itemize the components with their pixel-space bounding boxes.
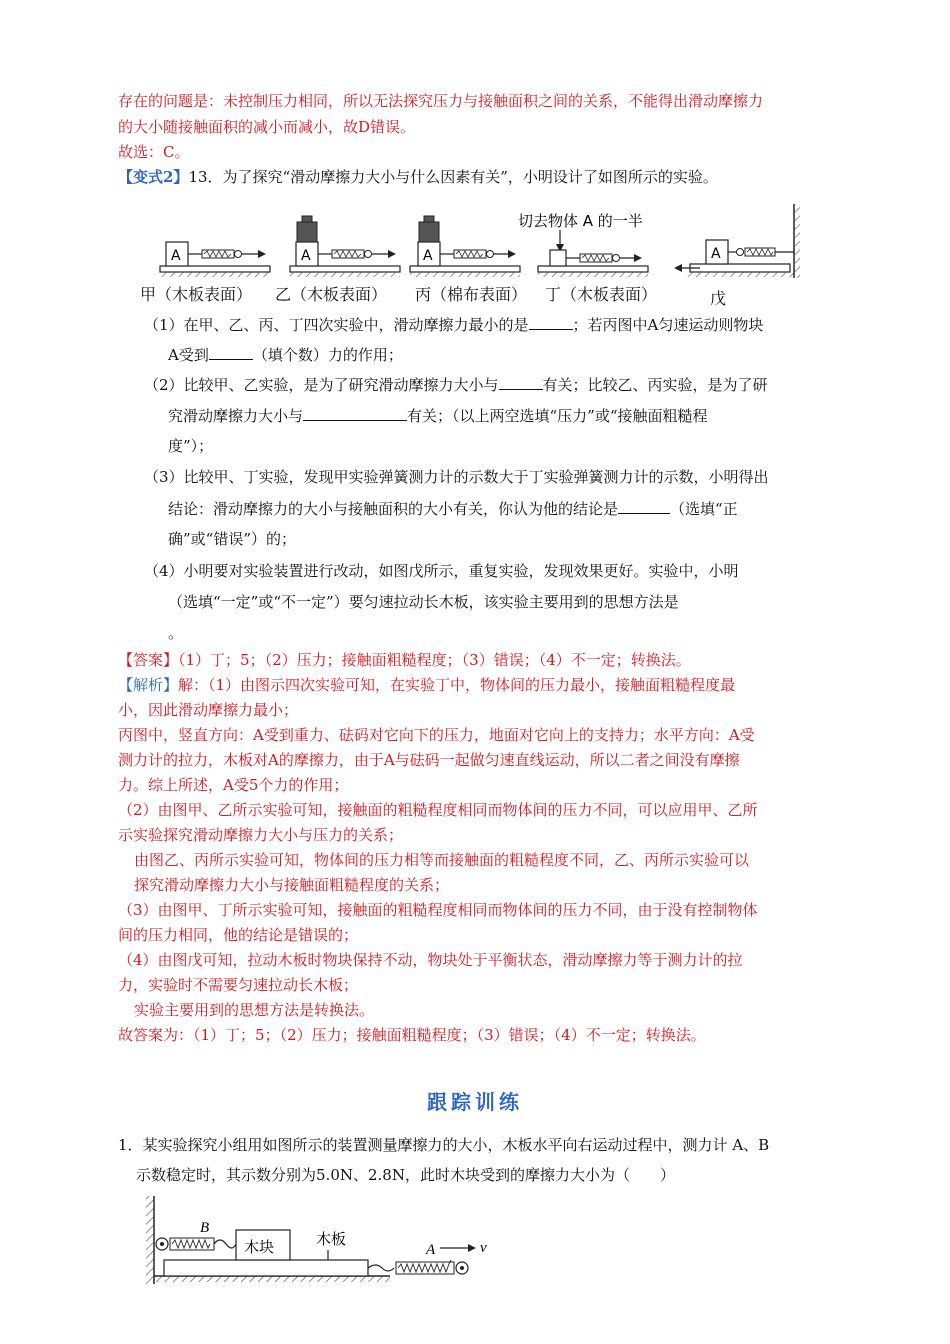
question-13 [118, 166, 718, 188]
analysis-line: 测力计的拉力，木板对A的摩擦力，由于A与砝码一起做匀速直线运动，所以二者之间没有摩擦 [118, 751, 740, 769]
caption-bing: 丙（棉布表面） [415, 285, 528, 304]
label-block: 木块 [244, 1238, 275, 1256]
analysis-line: （3）由图甲、丁所示实验可知，接触面的粗糙程度相同而物体间的压力不同，由于没有控制物体 [118, 901, 758, 919]
subquestion-2-cont: 究滑动摩擦力大小与 有关；（以上两空选填“压力”或“接触面粗糙程 [168, 404, 708, 427]
text-line: 故选：C。 [118, 143, 190, 161]
answer-blank[interactable] [209, 343, 253, 360]
setup-ding [518, 212, 648, 277]
answer-blank[interactable] [618, 497, 670, 514]
label-a: A [426, 1242, 436, 1258]
subquestion-3-cont: 确”或“错误”）的； [168, 530, 297, 548]
analysis-line: （2）由图甲、乙所示实验可知，接触面的粗糙程度相同而物体间的压力不同，可以应用甲、乙所 [118, 801, 758, 819]
caption-yi: 乙（木板表面） [275, 285, 388, 304]
answer-tag: 【答案】 [118, 651, 179, 669]
label-board: 木板 [316, 1230, 347, 1248]
subquestion-4-cont: （选填“一定”或“不一定”）要匀速拉动长木板，该实验主要用到的思想方法是 [168, 593, 679, 611]
text-line: 存在的问题是：未控制压力相同，所以无法探究压力与接触面积之间的关系，不能得出滑动摩擦力 [118, 92, 764, 110]
analysis-line: 示实验探究滑动摩擦力大小与压力的关系； [118, 826, 404, 844]
caption-jia: 甲（木板表面） [140, 285, 253, 304]
analysis-line: 力，实验时不需要匀速拉动长木板； [118, 976, 359, 994]
question-text: 13．为了探究“滑动摩擦力大小与什么因素有关”，小明设计了如图所示的实验。 [188, 168, 718, 186]
variant-tag: 【变式2】 [118, 168, 189, 186]
analysis-line: 丙图中，竖直方向：A受到重力、砝码对它向下的压力，地面对它向上的支持力；水平方向：A受 [118, 726, 755, 744]
subquestion-1-cont: A受到 （填个数）力的作用； [168, 343, 403, 366]
block-a-label: A [423, 248, 433, 264]
analysis-line: 力。综上所述，A受5个力的作用； [118, 776, 349, 794]
answer-blank[interactable] [303, 404, 407, 421]
subquestion-4-cont: 。 [168, 624, 184, 642]
setup-jia [160, 242, 270, 277]
analysis-line: 间的压力相同，他的结论是错误的； [118, 926, 359, 944]
subquestion-1: （1）在甲、乙、丙、丁四次实验中，滑动摩擦力最小的是 ；若丙图中A匀速运动则物块 [144, 313, 763, 336]
analysis-line: 【解析】解：（1）由图示四次实验可知，在实验丁中，物体间的压力最小，接触面粗糙程度最 [118, 676, 736, 694]
caption-ding: 丁（木板表面） [545, 285, 658, 304]
block-a-label: A [711, 246, 721, 262]
exercise-figure [140, 1196, 520, 1290]
section-title: 跟踪训练 [427, 1090, 523, 1114]
text-line: 的大小随接触面积的减小而减小，故D错误。 [118, 118, 416, 136]
analysis-line: （4）由图戊可知，拉动木板时物块保持不动，物块处于平衡状态，滑动摩擦力等于测力计的拉 [118, 951, 743, 969]
answer-blank[interactable] [499, 373, 543, 390]
analysis-line: 探究滑动摩擦力大小与接触面粗糙程度的关系； [134, 876, 450, 894]
exercise-1: 1．某实验探究小组用如图所示的装置测量摩擦力的大小，木板水平向右运动过程中，测力计 A、B [118, 1136, 770, 1154]
analysis-line: 实验主要用到的思想方法是转换法。 [134, 1001, 375, 1019]
subquestion-2: （2）比较甲、乙实验，是为了研究滑动摩擦力大小与 有关；比较乙、丙实验，是为了研 [144, 373, 768, 396]
block-a-label: A [171, 248, 181, 264]
answer-blank[interactable] [529, 313, 573, 330]
subquestion-3-cont: 结论：滑动摩擦力的大小与接触面积的大小有关，你认为他的结论是 （选填“正 [168, 497, 738, 520]
analysis-line: 由图乙、丙所示实验可知，物体间的压力相等而接触面的粗糙程度不同，乙、丙所示实验可以 [134, 851, 750, 869]
analysis-line: 小，因此滑动摩擦力最小； [118, 701, 299, 719]
answer-line: 【答案】（1）丁；5；（2）压力；接触面粗糙程度；（3）错误；（4）不一定；转换法。 [118, 651, 691, 669]
setup-bing [410, 216, 520, 277]
caption-wu: 戊 [710, 289, 727, 308]
cut-label: 切去物体 A 的一半 [518, 212, 643, 230]
block-a-label: A [301, 248, 311, 264]
label-v: v [480, 1240, 487, 1256]
label-b: B [200, 1220, 210, 1236]
exercise-1-cont: 示数稳定时，其示数分别为5.0N、2.8N，此时木块受到的摩擦力大小为（ ） [136, 1166, 675, 1184]
setup-wu [674, 204, 800, 278]
analysis-tag: 【解析】 [118, 676, 179, 694]
subquestion-3: （3）比较甲、丁实验，发现甲实验弹簧测力计的示数大于丁实验弹簧测力计的示数，小明得出 [144, 468, 769, 486]
analysis-line: 故答案为：（1）丁；5；（2）压力；接触面粗糙程度；（3）错误；（4）不一定；转换法。 [118, 1026, 706, 1044]
subquestion-4: （4）小明要对实验装置进行改动，如图戊所示，重复实验，发现效果更好。实验中，小明 [144, 562, 739, 580]
subquestion-2-cont: 度”）； [168, 437, 214, 455]
setup-yi [290, 216, 400, 277]
